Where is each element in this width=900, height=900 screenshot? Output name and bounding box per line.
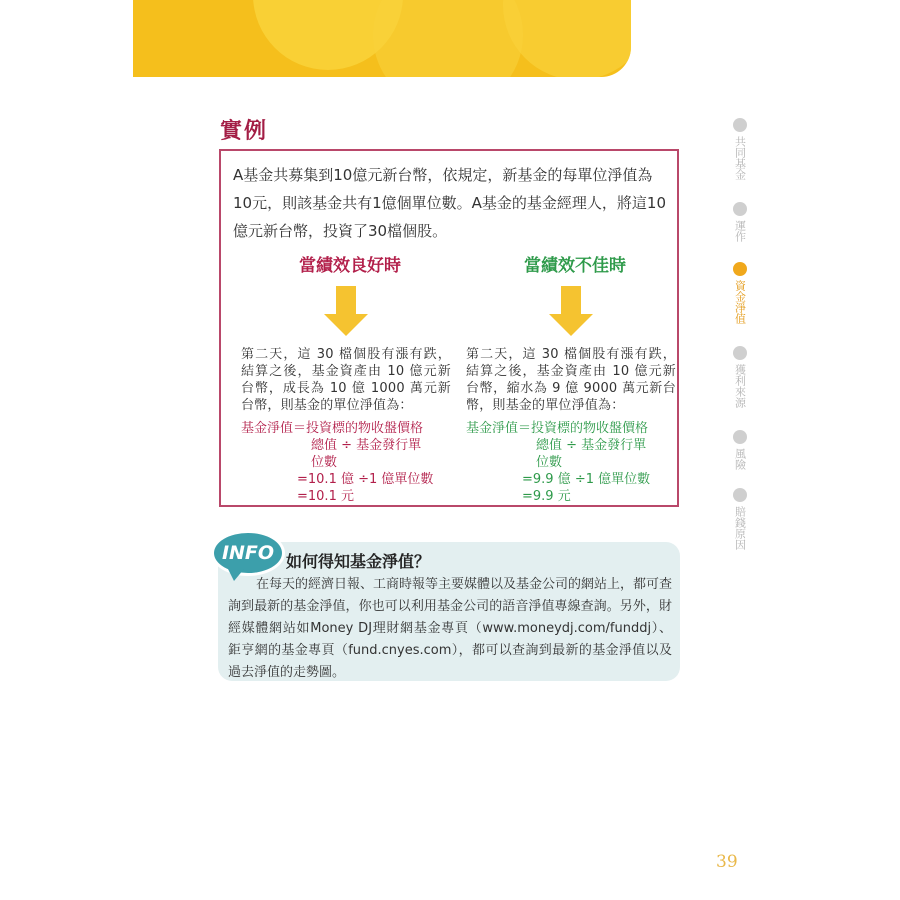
nav-label: 運作 [733, 220, 747, 242]
nav-item-loss-reason[interactable] [728, 488, 752, 550]
nav-item-nav-value[interactable] [728, 262, 752, 324]
nav-item-fund[interactable] [728, 118, 752, 180]
down-arrow-icon [549, 286, 593, 338]
bad-performance-column [466, 251, 676, 505]
info-badge-label: INFO [221, 542, 275, 564]
formula-line: =10.1 元 [297, 489, 354, 504]
nav-dot-icon [733, 430, 747, 444]
good-performance-formula [241, 420, 451, 505]
nav-dot-icon [733, 202, 747, 216]
nav-item-profit-source[interactable] [728, 346, 752, 408]
formula-line: 總值 ÷ 基金發行單 [536, 438, 647, 453]
formula-line: 總值 ÷ 基金發行單 [311, 438, 422, 453]
good-performance-text: 第二天，這 30 檔個股有漲有跌，結算之後，基金資產由 10 億元新台幣，成長為 10 億 1000 萬元新台幣，則基金的單位淨值為： [241, 347, 451, 413]
formula-line: =10.1 億 ÷1 億單位數 [297, 472, 434, 487]
nav-dot-icon [733, 346, 747, 360]
good-performance-column [241, 251, 451, 505]
nav-item-operation[interactable] [728, 202, 752, 242]
info-text: 在每天的經濟日報、工商時報等主要媒體以及基金公司的網站上，都可查詢到最新的基金淨值，你也可以利用基金公司的語音淨值專線查詢。另外，財經媒體網站如Money DJ理財網基金專頁（www.moneydj.com/funddj）、鉅亨網的基金專頁（fund.cnyes.com），都可以查詢到最新的基金淨值以及過去淨值的走勢圖。 [228, 577, 673, 680]
formula-line: 位數 [536, 455, 563, 470]
bad-performance-formula [466, 420, 676, 505]
nav-dot-icon [733, 118, 747, 132]
banner-decoration [503, 0, 631, 77]
info-title: 如何得知基金淨值？ [286, 552, 431, 571]
nav-label: 獲利來源 [733, 364, 747, 408]
formula-line: =9.9 億 ÷1 億單位數 [522, 472, 651, 487]
down-arrow-icon [324, 286, 368, 338]
example-intro: A基金共募集到10億元新台幣，依規定，新基金的每單位淨值為10元，則該基金共有1億個單位數。A基金的基金經理人，將這10億元新台幣，投資了30檔個股。 [233, 166, 666, 240]
formula-line: 位數 [311, 455, 338, 470]
bad-performance-text: 第二天，這 30 檔個股有漲有跌，結算之後，基金資產由 10 億元新台幣，縮水為 9 億 9000 萬元新台幣，則基金的單位淨值為： [466, 347, 676, 413]
nav-label: 共同基金 [733, 136, 747, 180]
formula-line: 基金淨值＝投資標的物收盤價格 [466, 421, 649, 436]
banner-decoration [373, 0, 523, 77]
info-badge-icon [214, 533, 282, 573]
nav-label: 風險 [733, 448, 747, 470]
nav-dot-icon [733, 262, 747, 276]
example-box [219, 149, 679, 507]
section-title: 實例 [220, 119, 269, 144]
bad-performance-heading: 當績效不佳時 [524, 256, 626, 276]
formula-line: =9.9 元 [522, 489, 571, 504]
good-performance-heading: 當績效良好時 [299, 256, 401, 276]
page-number: 39 [716, 852, 738, 872]
nav-item-risk[interactable] [728, 430, 752, 470]
nav-label: 賠錢原因 [733, 506, 747, 550]
nav-dot-icon [733, 488, 747, 502]
nav-label: 資金淨值 [733, 280, 747, 324]
formula-line: 基金淨值＝投資標的物收盤價格 [241, 421, 424, 436]
header-banner [133, 0, 631, 77]
